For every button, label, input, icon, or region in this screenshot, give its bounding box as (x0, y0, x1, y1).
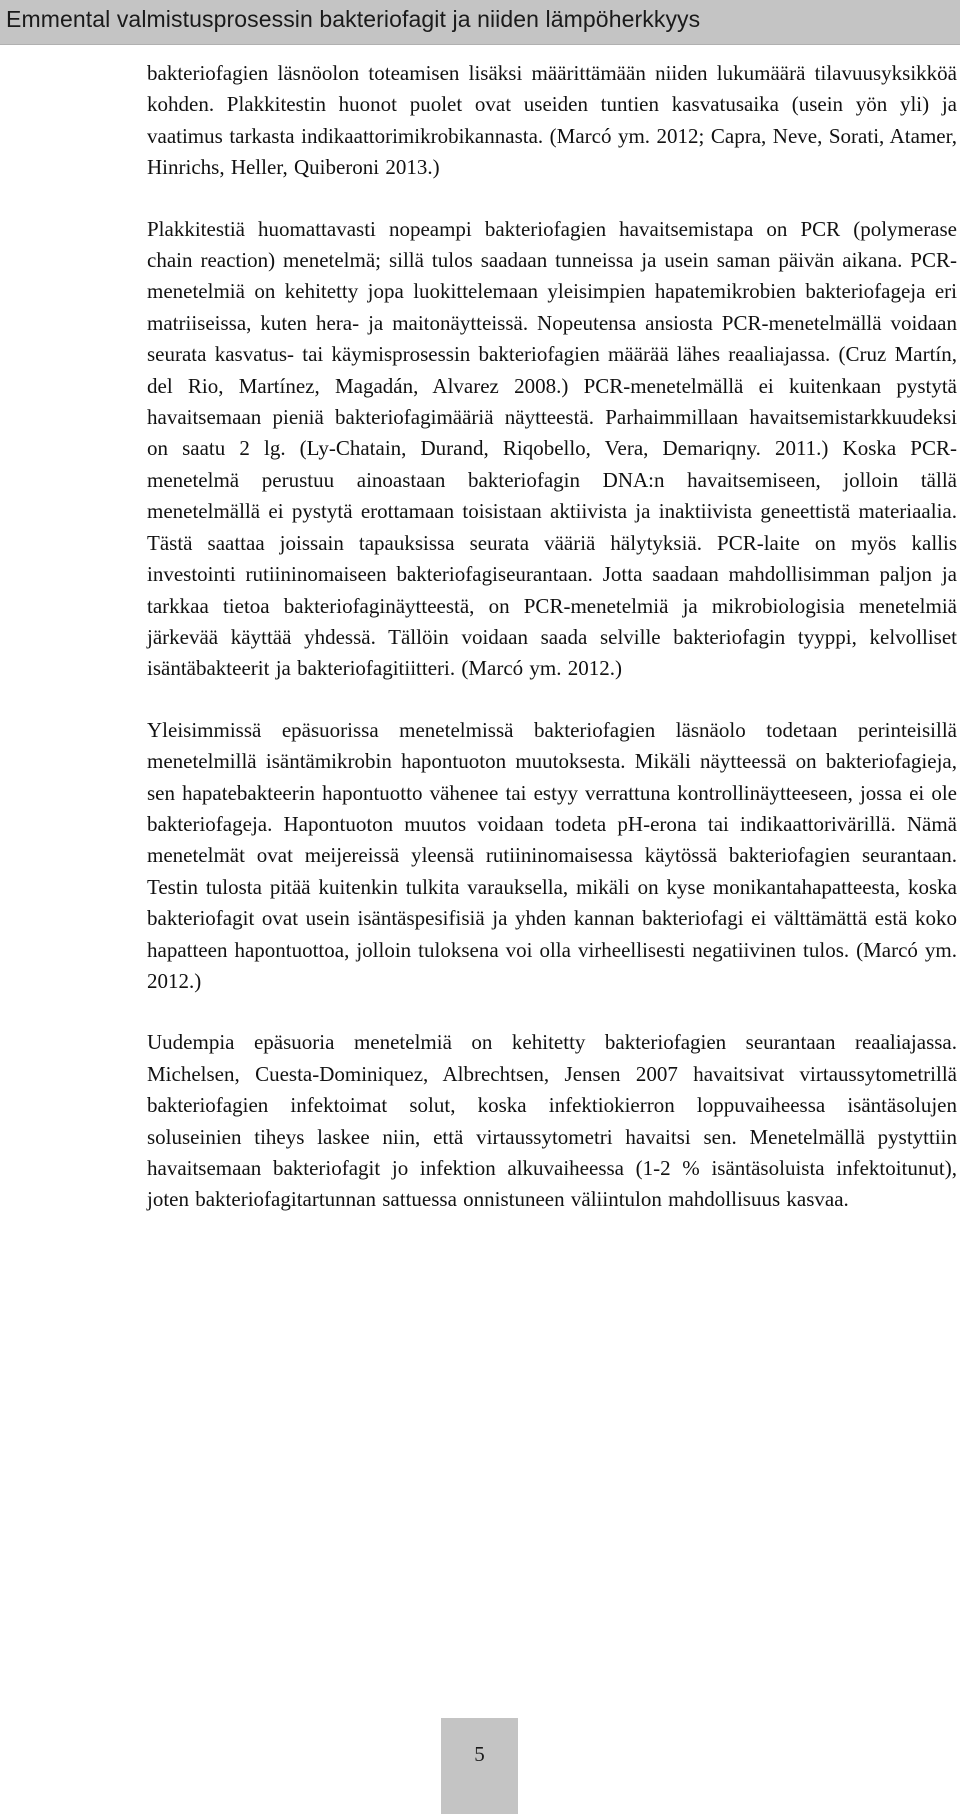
document-title: Emmental valmistusprosessin bakteriofagit ja niiden lämpöherkkyys (6, 6, 701, 32)
paragraph-flow-cytometry: Uudempia epäsuoria menetelmiä on kehitetty bakteriofagien seurantaan reaaliajassa. Michelsen, Cuesta-Dominiquez, Albrechtsen, Jensen 2007 havaitsivat virtaussytometrillä bakteriofagien infektoimat solut, koska infektiokierron loppuvaiheessa isäntäsolujen soluseinien tiheys laskee niin, että virtaussytometri havaitsi sen. Menetelmällä pystyttiin havaitsemaan bakteriofagit jo infektion alkuvaiheessa (1-2 % isäntäsoluista infektoitunut), joten bakteriofagitartunnan sattuessa onnistuneen väliintulon mahdollisuus kasvaa. (147, 1030, 957, 1212)
page-number: 5 (474, 1742, 485, 1766)
paragraph-pcr-method: Plakkitestiä huomattavasti nopeampi bakteriofagien havaitsemistapa on PCR (polymerase chain reaction) menetelmä; sillä tulos saadaan tunneissa ja usein saman päivän aikana. PCR-menetelmiä on kehitetty jopa luokittelemaan yleisimpien hapatemikrobien bakteriofageja eri matriiseissa, kuten hera- ja maitonäytteissä. Nopeutensa ansiosta PCR-menetelmällä voidaan seurata kasvatus- tai käymisprosessin bakteriofagien määrää lähes reaaliajassa. (Cruz Martín, del Rio, Martínez, Magadán, Alvarez 2008.) PCR-menetelmällä ei kuitenkaan pystytä havaitsemaan pieniä bakteriofagimääriä näytteestä. Parhaimmillaan havaitsemistarkkuudeksi on saatu 2 lg. (Ly-Chatain, Durand, Riqobello, Vera, Demariqny. 2011.) Koska PCR-menetelmä perustuu ainoastaan bakteriofagin DNA:n havaitsemiseen, jolloin tällä menetelmällä ei pystytä erottamaan toisistaan aktiivista ja inaktiivista geneettistä materiaalia. Tästä saattaa joissain tapauksissa seurata vääriä hälytyksiä. PCR-laite on myös kallis investointi rutiininomaiseen bakteriofagiseurantaan. Jotta saadaan mahdollisimman paljon ja tarkkaa tietoa bakteriofaginäytteestä, on PCR-menetelmiä ja mikrobiologisia menetelmiä järkevää käyttää yhdessä. Tällöin voidaan saada selville bakteriofagin tyyppi, kelvolliset isäntäbakteerit ja bakteriofagitiitteri. (Marcó ym. 2012.) (147, 216, 957, 681)
page-header (0, 0, 960, 45)
page-footer (441, 1718, 518, 1814)
paragraph-plaque-test: bakteriofagien läsnöolon toteamisen lisäksi määrittämään niiden lukumäärä tilavuusyksikköä kohden. Plakkitestin huonot puolet ovat useiden tuntien kasvatusaika (usein yön yli) ja vaatimus tarkasta indikaattorimikrobikannasta. (Marcó ym. 2012; Capra, Neve, Sorati, Atamer, Hinrichs, Heller, Quiberoni 2013.) (147, 61, 957, 180)
paragraph-indirect-methods: Yleisimmissä epäsuorissa menetelmissä bakteriofagien läsnäolo todetaan perinteisillä menetelmillä isäntämikrobin hapontuoton muutoksesta. Mikäli näytteessä on bakteriofagieja, sen hapatebakteerin hapontuotto vähenee tai estyy verrattuna kontrollinäytteeseen, jossa ei ole bakteriofageja. Hapontuoton muutos voidaan todeta pH-erona tai indikaattorivärillä. Nämä menetelmät ovat meijereissä yleensä rutiininomaisessa käytössä bakteriofagien seurantaan. Testin tulosta pitää kuitenkin tulkita varauksella, mikäli on kyse monikantahapatteesta, koska bakteriofagit ovat usein isäntäspesifisiä ja yhden kannan bakteriofagi ei välttämättä estä koko hapatteen hapontuottoa, jolloin tuloksena voi olla virheellisesti negatiivinen tulos. (Marcó ym. 2012.) (147, 717, 957, 993)
document-body (147, 58, 957, 1216)
